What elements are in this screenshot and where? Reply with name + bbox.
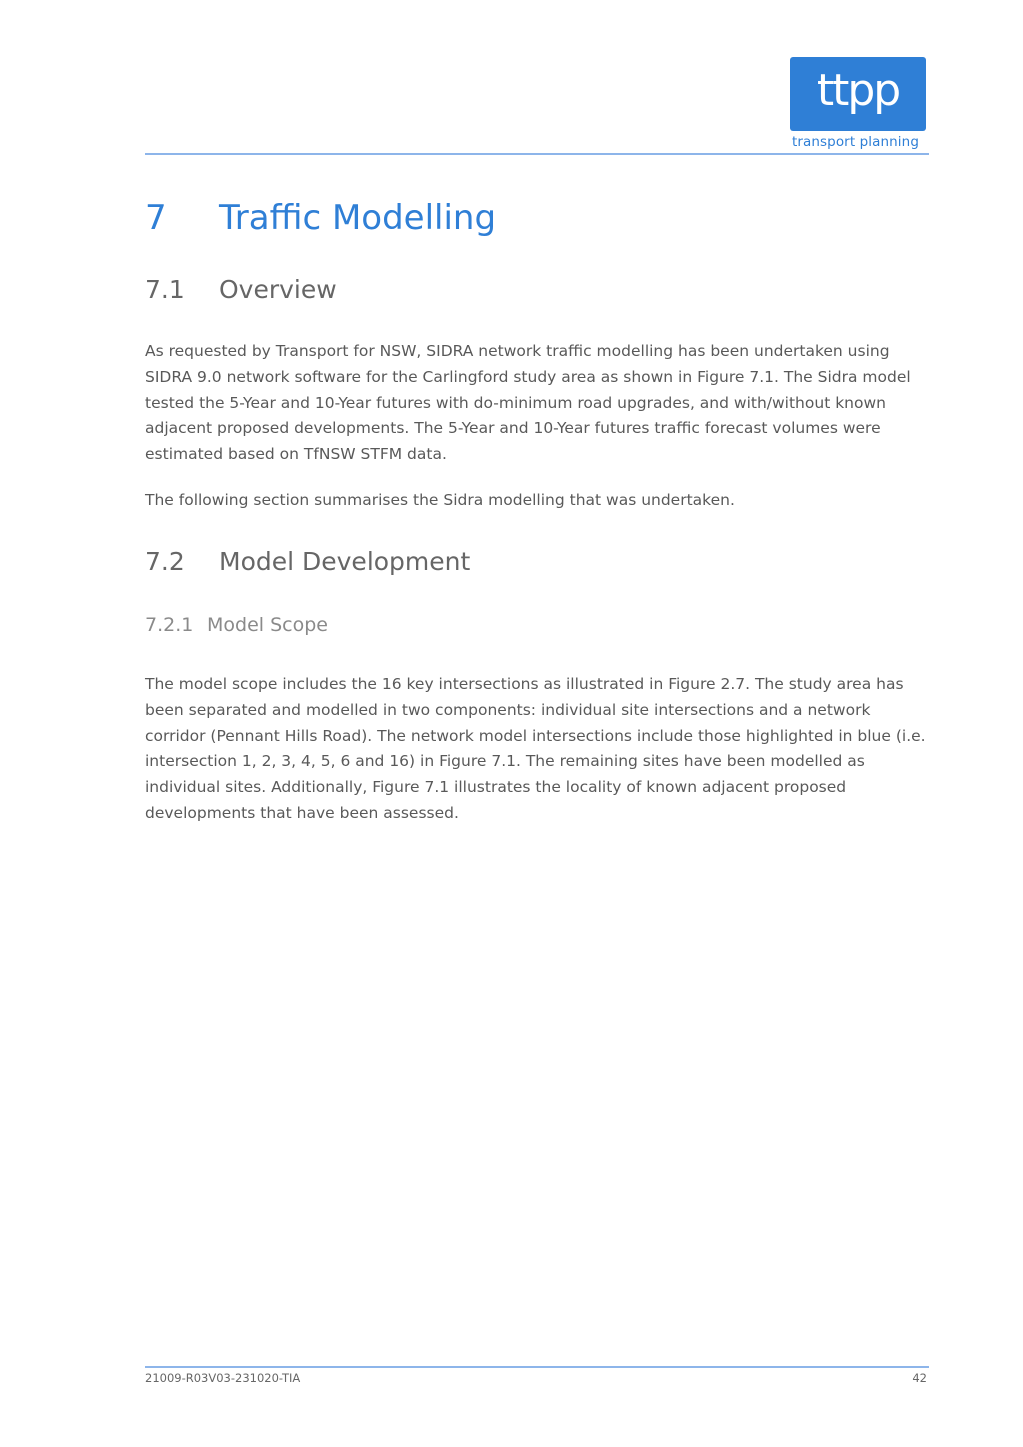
model-scope-paragraph: The model scope includes the 16 key intersections as illustrated in Figure 2.7. The study area has been separated and modelled in two components: individual site intersections and a network corridor (Pennant Hills Road). The network model intersections include those highlighted in blue (i.e. intersection 1, 2, 3, 4, 5, 6 and 16) in Figure 7.1. The remaining sites have been modelled as individual sites. Additionally, Figure 7.1 illustrates the locality of known adjacent proposed developments that have been assessed.	[145, 675, 926, 822]
subsection-model-scope-heading	[145, 611, 328, 639]
section-overview-heading	[145, 273, 337, 307]
section-title: Model Development	[219, 547, 471, 576]
subsection-title: Model Scope	[207, 614, 328, 636]
overview-paragraph-1: As requested by Transport for NSW, SIDRA network traffic modelling has been undertaken using SIDRA 9.0 network software for the Carlingford study area as shown in Figure 7.1. The Sidra model tested the 5-Year and 10-Year futures with do-minimum road upgrades, and with/without known adjacent proposed developments. The 5-Year and 10-Year futures traffic forecast volumes were estimated based on TfNSW STFM data.	[145, 342, 911, 464]
section-number: 7.2	[145, 547, 185, 576]
subsection-number: 7.2.1	[145, 614, 194, 636]
chapter-number: 7	[145, 198, 167, 238]
overview-paragraph-2: The following section summarises the Sidra modelling that was undertaken.	[145, 491, 735, 509]
logo-text: ttpp	[816, 65, 900, 116]
ttpp-logo	[790, 57, 926, 131]
chapter-heading	[145, 196, 496, 240]
chapter-title: Traffic Modelling	[219, 198, 497, 238]
page-number: 42	[912, 1371, 927, 1385]
document-reference: 21009-R03V03-231020-TIA	[145, 1371, 301, 1385]
logo-tagline: transport planning	[791, 134, 919, 150]
section-model-development-heading	[145, 545, 470, 579]
section-title: Overview	[219, 275, 337, 304]
footer-divider	[145, 1366, 929, 1368]
header-divider	[145, 153, 929, 155]
section-number: 7.1	[145, 275, 185, 304]
